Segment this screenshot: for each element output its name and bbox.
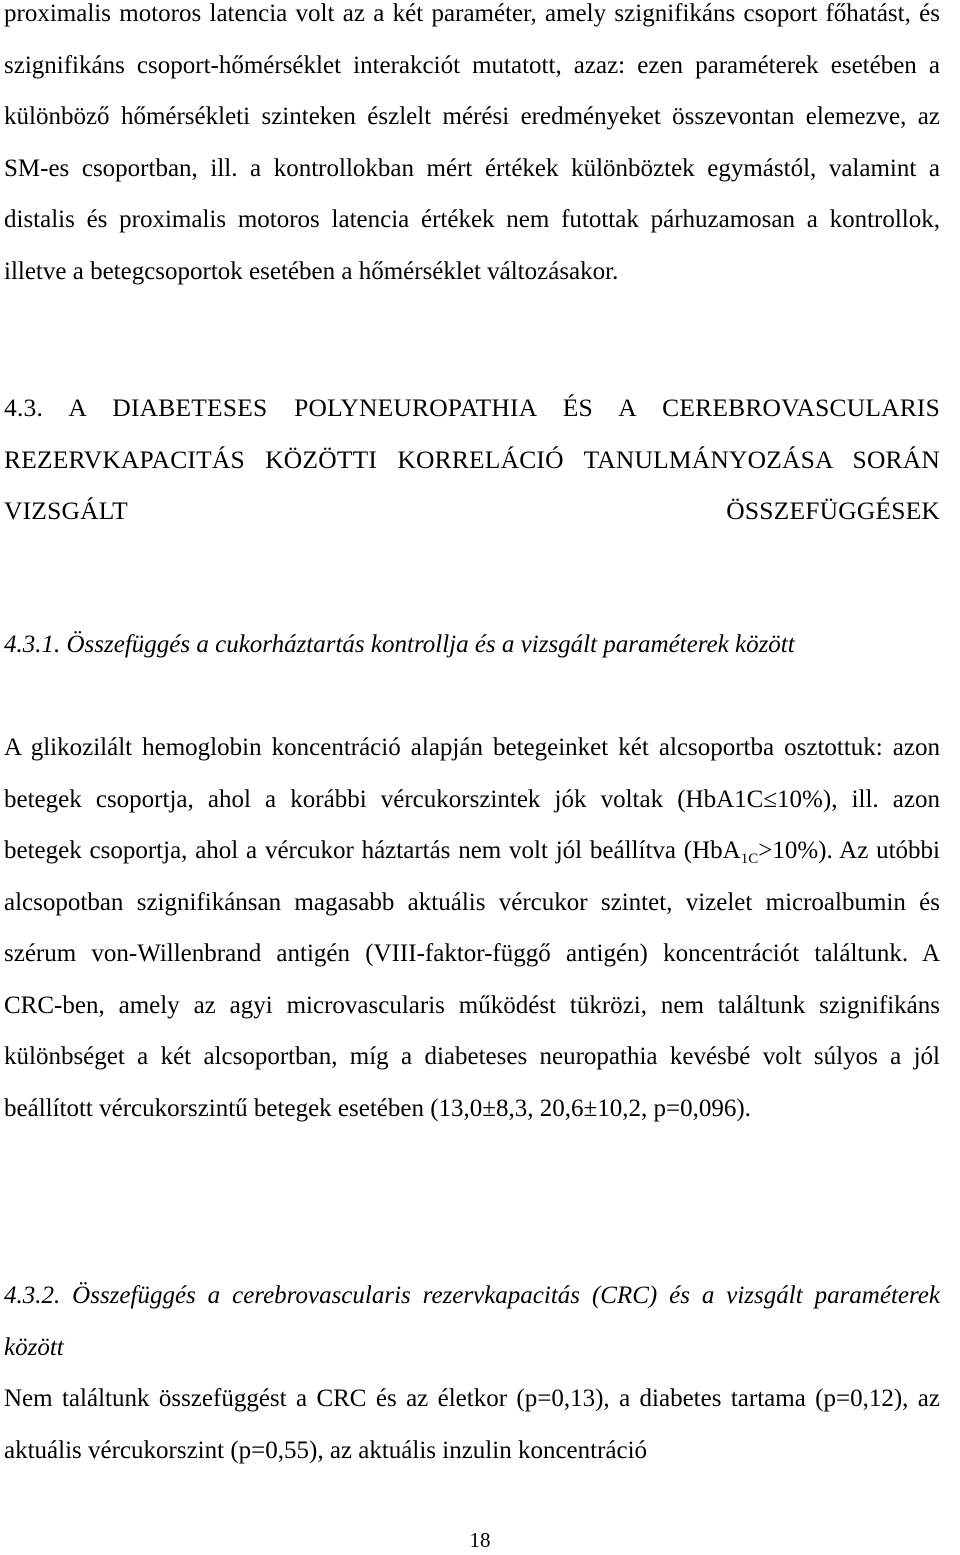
paragraph-body	[4, 722, 940, 1134]
section-heading-4-3	[4, 382, 940, 537]
paragraph-text-part2: >10%). Az utóbbi alcsopotban szignifikánsan magasabb aktuális vércukor szintet, vizelet microalbumin és szérum von-Willenbrand antigén (VIII-faktor-függő antigén) koncentrációt találtunk. A CRC-ben, amely az agyi microvascularis működést tükrözi, nem találtunk szignifikáns különbséget a két alcsoportban, míg a diabeteses neuropathia kevésbé volt súlyos a jól beállított vércukorszintű betegek esetében (13,0±8,3, 20,6±10,2, p=0,096).	[4, 837, 941, 1122]
subsection-heading-text: 4.3.2. Összefüggés a cerebrovascularis rezervkapacitás (CRC) és a vizsgált paraméterek között	[4, 1282, 940, 1361]
paragraph-text: proximalis motoros latencia volt az a két paraméter, amely szignifikáns csoport főhatást, és szignifikáns csoport-hőmérséklet interakciót mutatott, azaz: ezen paraméterek esetében a különböző hőmérsékleti szinteken észlelt mérési eredményeket összevontan elemezve, az SM-es csoportban, ill. a kontrollokban mért értékek különböztek egymástól, valamint a distalis és proximalis motoros latencia értékek nem futottak párhuzamosan a kontrollok, illetve a betegcsoportok esetében a hőmérséklet változásakor.	[4, 0, 940, 285]
paragraph-text-part1: A glikozilált hemoglobin koncentráció alapján betegeinket két alcsoportba osztottuk: azon betegek csoportja, ahol a korábbi vércukorszintek jók voltak (HbA1C≤10%), ill. azon betegek csoportja, ahol a vércukor háztartás nem volt jól beállítva (HbA	[4, 734, 940, 864]
subsection-heading-4-3-2	[4, 1270, 940, 1373]
subscript-1c: 1C	[740, 851, 759, 867]
subsection-heading-text: 4.3.1. Összefüggés a cukorháztartás kontrollja és a vizsgált paraméterek között	[4, 631, 795, 658]
paragraph-crc-correlation	[4, 1373, 940, 1476]
paragraph-glycemic-control	[4, 722, 940, 1134]
section-heading-text: 4.3. A DIABETESES POLYNEUROPATHIA ÉS A CEREBROVASCULARIS REZERVKAPACITÁS KÖZÖTTI KORRELÁCIÓ TANULMÁNYOZÁSA SORÁN VIZSGÁLT ÖSSZEFÜGGÉSEK	[4, 393, 940, 525]
page-number: 18	[469, 1528, 491, 1552]
paragraph-text: Nem találtunk összefüggést a CRC és az életkor (p=0,13), a diabetes tartama (p=0,12), az aktuális vércukorszint (p=0,55), az aktuális inzulin koncentráció	[4, 1385, 940, 1464]
subsection-heading-4-3-1	[4, 619, 940, 671]
paragraph-latency-results	[4, 0, 940, 297]
